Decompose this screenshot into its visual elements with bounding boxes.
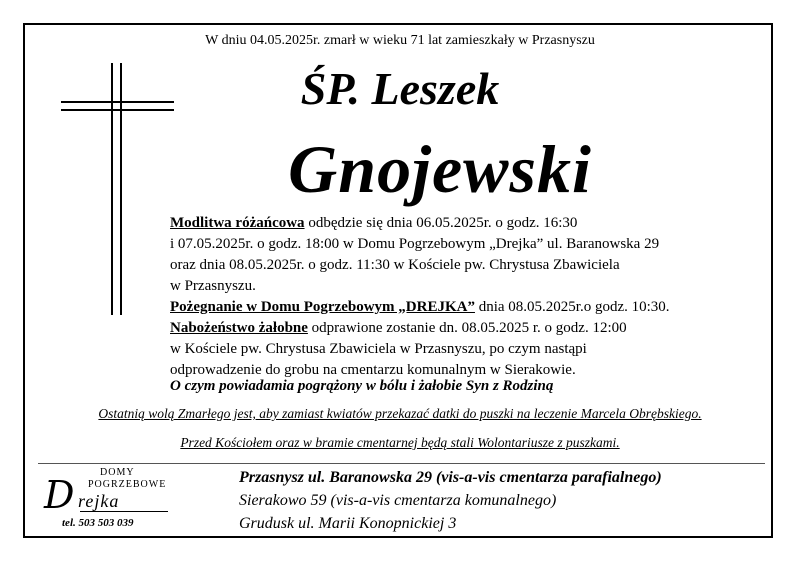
footer-divider — [38, 463, 765, 464]
funeral-home-phone: tel. 503 503 039 — [62, 517, 134, 529]
funeral-home-logo: DOMY POGRZEBOWE D rejka tel. 503 503 039 — [44, 467, 167, 529]
death-announcement-intro: W dniu 04.05.2025r. zmarł w wieku 71 lat zamieszkały w Przasnyszu — [205, 33, 595, 48]
rosary-line-1: Modlitwa różańcowa odbędzie się dnia 06.05.2025r. o godz. 16:30 — [170, 215, 578, 231]
rosary-heading: Modlitwa różańcowa — [170, 215, 305, 231]
address-grudusk: Grudusk ul. Marii Konopnickiej 3 — [239, 515, 457, 532]
service-line-2: w Kościele pw. Chrystusa Zbawiciela w Przasnyszu, po czym nastąpi — [170, 341, 587, 357]
farewell-heading: Pożegnanie w Domu Pogrzebowym „DREJKA” — [170, 299, 475, 315]
service-heading: Nabożeństwo żałobne — [170, 320, 308, 336]
ceremony-details — [170, 213, 770, 381]
service-line-1: Nabożeństwo żałobne odprawione zostanie dn. 08.05.2025 r. o godz. 12:00 — [170, 320, 627, 336]
rosary-line-2: i 07.05.2025r. o godz. 18:00 w Domu Pogrzebowym „Drejka” ul. Baranowska 29 — [170, 236, 660, 252]
donation-note: Ostatnią wolą Zmarłego jest, aby zamiast kwiatów przekazać datki do puszki na leczenie Marcela Obrębskiego. — [98, 406, 702, 421]
address-przasnysz: Przasnysz ul. Baranowska 29 (vis-a-vis cmentarza parafialnego) — [239, 469, 662, 486]
address-sierakowo: Sierakowo 59 (vis-a-vis cmentarza komunalnego) — [239, 492, 557, 509]
rosary-line-3: oraz dnia 08.05.2025r. o godz. 11:30 w Kościele pw. Chrystusa Zbawiciela — [170, 257, 620, 273]
farewell-line: Pożegnanie w Domu Pogrzebowym „DREJKA” dnia 08.05.2025r.o godz. 10:30. — [170, 299, 670, 315]
deceased-surname: Gnojewski — [288, 131, 592, 207]
deceased-first-name: ŚP. Leszek — [300, 63, 500, 114]
rosary-line-4: w Przasnyszu. — [170, 278, 256, 294]
family-closing: O czym powiadamia pogrążony w bólu i żałobie Syn z Rodziną — [170, 378, 554, 394]
volunteers-note: Przed Kościołem oraz w bramie cmentarnej będą stali Wolontariusze z puszkami. — [180, 435, 620, 450]
service-line-3: odprowadzenie do grobu na cmentarzu komunalnym w Sierakowie. — [170, 362, 576, 378]
